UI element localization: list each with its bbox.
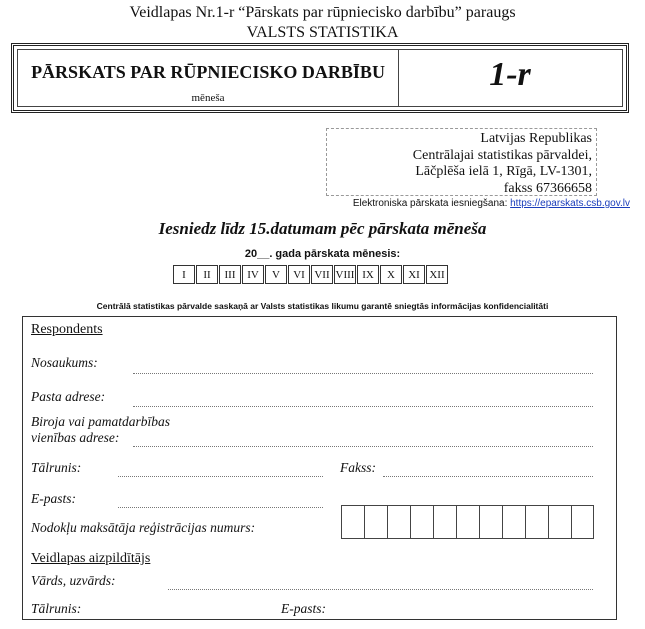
filler-phone-label: Tālrunis: bbox=[31, 601, 82, 616]
filler-name-label: Vārds, uzvārds: bbox=[31, 573, 116, 588]
confidentiality-note: Centrālā statistikas pārvalde saskaņā ar Valsts statistikas likumu garantē sniegtās informācijas konfidencialitāti bbox=[96, 301, 549, 311]
deadline-note: Iesniedz līdz 15.datumam pēc pārskata mēneša bbox=[158, 219, 487, 238]
postal-address-field[interactable] bbox=[133, 406, 593, 407]
recipient-line-1: Latvijas Republikas bbox=[480, 131, 592, 146]
digit-cell[interactable] bbox=[364, 505, 387, 539]
filler-email-label: E-pasts: bbox=[281, 601, 326, 616]
digit-cell[interactable] bbox=[548, 505, 571, 539]
month-selector bbox=[173, 265, 449, 284]
recipient-line-4: fakss 67366658 bbox=[503, 180, 592, 196]
page-title: PĀRSKATS PAR RŪPNIECISKO DARBĪBU bbox=[31, 62, 385, 82]
respondent-form bbox=[22, 316, 617, 620]
month-box-xii[interactable]: XII bbox=[426, 265, 448, 284]
form-sample-header: Veidlapas Nr.1-r “Pārskats par rūpniecisko darbību” paraugs bbox=[129, 4, 516, 21]
form-code: 1-r bbox=[489, 56, 531, 93]
office-address-label-line1: Biroja vai pamatdarbības bbox=[31, 414, 171, 429]
state-statistics-header: VALSTS STATISTIKA bbox=[246, 24, 399, 41]
month-box-ii[interactable]: II bbox=[196, 265, 218, 284]
month-box-iv[interactable]: IV bbox=[242, 265, 264, 284]
electronic-submission-label: Elektroniska pārskata iesniegšana: bbox=[352, 198, 508, 209]
month-box-x[interactable]: X bbox=[380, 265, 402, 284]
email-field[interactable] bbox=[118, 507, 323, 508]
report-month-label: 20__. gada pārskata mēnesis: bbox=[244, 248, 401, 260]
office-address-label-line2: vienības adrese: bbox=[31, 430, 120, 445]
filler-section-title: Veidlapas aizpildītājs bbox=[31, 551, 151, 566]
month-box-vi[interactable]: VI bbox=[288, 265, 310, 284]
page-subtitle: mēneša bbox=[191, 92, 225, 104]
name-label: Nosaukums: bbox=[31, 355, 98, 370]
month-box-ix[interactable]: IX bbox=[357, 265, 379, 284]
filler-name-field[interactable] bbox=[168, 589, 593, 590]
digit-cell[interactable] bbox=[341, 505, 364, 539]
recipient-address bbox=[326, 128, 597, 196]
recipient-line-2: Centrālajai statistikas pārvaldei, bbox=[412, 147, 592, 163]
postal-address-label: Pasta adrese: bbox=[31, 389, 106, 404]
month-box-i[interactable]: I bbox=[173, 265, 195, 284]
digit-cell[interactable] bbox=[387, 505, 410, 539]
name-field[interactable] bbox=[133, 373, 593, 374]
recipient-line-3: Lāčplēša ielā 1, Rīgā, LV-1301, bbox=[415, 164, 592, 179]
taxpayer-number-label: Nodokļu maksātāja reģistrācijas numurs: bbox=[31, 520, 256, 535]
respondent-section-title: Respondents bbox=[31, 322, 103, 337]
eparskats-link[interactable]: https://eparskats.csb.gov.lv bbox=[510, 198, 630, 209]
taxpayer-number-input[interactable] bbox=[341, 505, 594, 539]
digit-cell[interactable] bbox=[525, 505, 548, 539]
digit-cell[interactable] bbox=[433, 505, 456, 539]
phone-label: Tālrunis: bbox=[31, 460, 82, 475]
title-box bbox=[11, 43, 629, 113]
month-box-xi[interactable]: XI bbox=[403, 265, 425, 284]
digit-cell[interactable] bbox=[456, 505, 479, 539]
phone-field[interactable] bbox=[118, 476, 323, 477]
electronic-submission bbox=[0, 198, 630, 209]
digit-cell[interactable] bbox=[571, 505, 594, 539]
month-box-viii[interactable]: VIII bbox=[334, 265, 356, 284]
fax-label: Fakss: bbox=[340, 460, 376, 475]
fax-field[interactable] bbox=[383, 476, 593, 477]
month-box-vii[interactable]: VII bbox=[311, 265, 333, 284]
office-address-field[interactable] bbox=[133, 446, 593, 447]
email-label: E-pasts: bbox=[31, 491, 76, 506]
month-box-iii[interactable]: III bbox=[219, 265, 241, 284]
digit-cell[interactable] bbox=[479, 505, 502, 539]
digit-cell[interactable] bbox=[502, 505, 525, 539]
month-box-v[interactable]: V bbox=[265, 265, 287, 284]
digit-cell[interactable] bbox=[410, 505, 433, 539]
title-box-inner bbox=[17, 49, 623, 107]
